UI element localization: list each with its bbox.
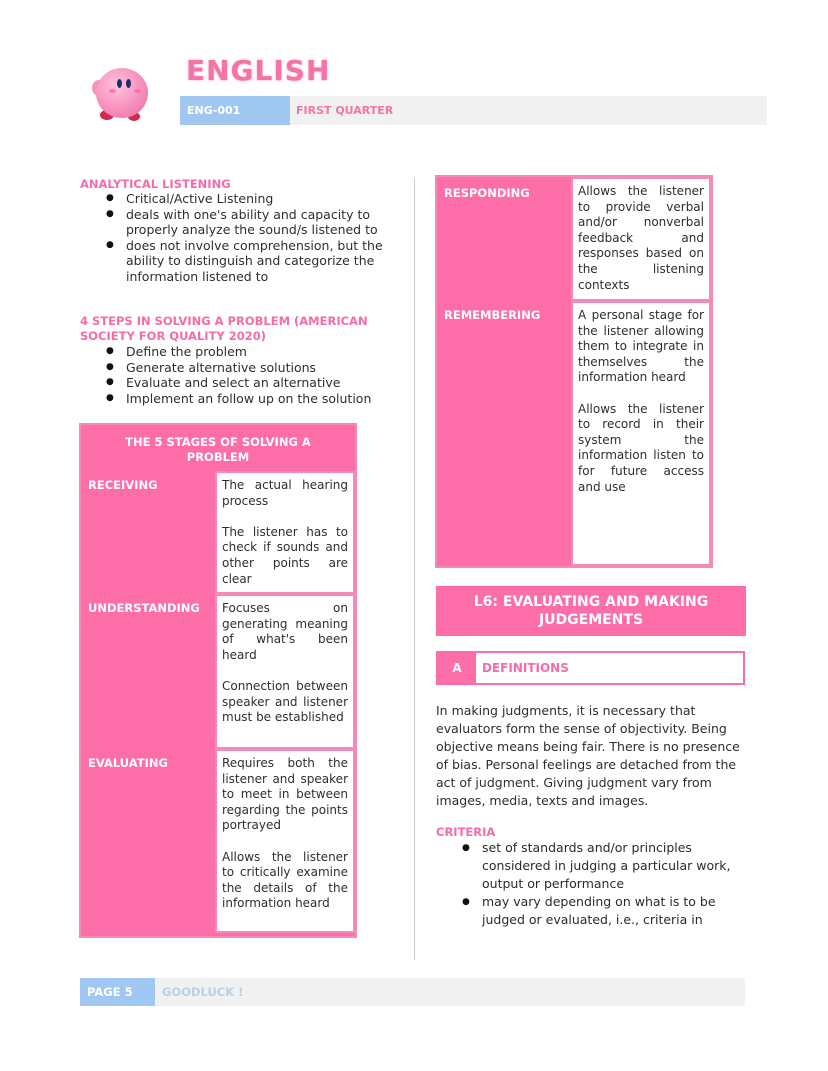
- stage-description: [571, 177, 711, 301]
- quarter-label: FIRST QUARTER: [296, 104, 394, 117]
- table-row: [437, 301, 711, 566]
- list-item: ● Evaluate and select an alternative: [106, 375, 410, 391]
- description-paragraph: Focuses on generating meaning of what's been heard: [222, 601, 348, 662]
- section-label: DEFINITIONS: [476, 653, 743, 683]
- definition-paragraph: In making judgments, it is necessary that evaluators form the sense of objectivity. Being objective means being fair. There is no presence of bias. Personal feelings are detached from the act of judgment. Giving judgment vary from images, media, texts and images.: [436, 703, 740, 808]
- description-paragraph: Allows the listener to critically examine the details of the information heard: [222, 849, 348, 911]
- list-item: ● does not involve comprehension, but the ability to distinguish and categorize the information listened to: [106, 238, 410, 285]
- description-paragraph: Allows the listener to record in their system the information listen to for future access and use: [578, 401, 704, 494]
- stage-label: RECEIVING: [88, 478, 158, 492]
- list-item: ● Define the problem: [106, 344, 410, 360]
- analytical-listening-section: [80, 177, 410, 285]
- criteria-section: [436, 825, 748, 929]
- footer-message: GOODLUCK !: [162, 985, 244, 999]
- stage-description: [215, 471, 355, 594]
- table-title: THE 5 STAGES OF SOLVING A PROBLEM: [125, 435, 311, 464]
- list-item: ● Critical/Active Listening: [106, 191, 410, 207]
- four-steps-section: [80, 314, 410, 406]
- list-item: ● Implement an follow up on the solution: [106, 391, 410, 407]
- section-letter: A: [452, 661, 462, 675]
- stage-description: [215, 594, 355, 749]
- description-paragraph: Requires both the listener and speaker to meet in between regarding the points portrayed: [222, 756, 348, 833]
- kirby-mascot-image: [90, 66, 152, 124]
- table-row: [81, 749, 355, 933]
- bullet-list: [80, 344, 410, 406]
- table-row: [81, 594, 355, 749]
- description-paragraph: A personal stage for the listener allowing them to integrate in themselves the information heard: [578, 308, 704, 385]
- table-row: [437, 177, 711, 301]
- description-paragraph: The actual hearing process: [222, 478, 348, 508]
- page-title: ENGLISH: [186, 54, 331, 87]
- section-heading: CRITERIA: [436, 825, 496, 839]
- description-paragraph: The listener has to check if sounds and other points are clear: [222, 524, 348, 586]
- description-paragraph: Allows the listener to provide verbal and/or nonverbal feedback and responses based on the listening contexts: [578, 184, 704, 292]
- section-heading: 4 STEPS IN SOLVING A PROBLEM (AMERICAN SOCIETY FOR QUALITY 2020): [80, 314, 368, 343]
- stage-label: UNDERSTANDING: [88, 601, 200, 615]
- bullet-list: [436, 839, 748, 929]
- description-paragraph: Connection between speaker and listener must be established: [222, 678, 348, 725]
- lesson-banner: L6: EVALUATING AND MAKING JUDGEMENTS: [436, 586, 746, 636]
- header-bar: [180, 96, 767, 125]
- page-number: PAGE 5: [80, 978, 155, 1006]
- column-divider: [414, 178, 415, 960]
- list-item: ● may vary depending on what is to be judged or evaluated, i.e., criteria in: [462, 893, 748, 929]
- stage-label: RESPONDING: [444, 186, 530, 200]
- list-item: ● Generate alternative solutions: [106, 360, 410, 376]
- stage-description: [571, 301, 711, 566]
- stage-description: [215, 749, 355, 933]
- stage-label: EVALUATING: [88, 756, 168, 770]
- list-item: ● set of standards and/or principles considered in judging a particular work, output or performance: [462, 839, 748, 893]
- footer-bar: [80, 978, 745, 1006]
- stages-table: [79, 423, 357, 938]
- section-heading: ANALYTICAL LISTENING: [80, 177, 231, 191]
- course-code: ENG-001: [180, 96, 290, 125]
- table-row: [81, 471, 355, 594]
- bullet-list: [80, 191, 410, 285]
- definitions-section-bar: [436, 651, 745, 685]
- stages-table-continued: [435, 175, 713, 568]
- stage-label: REMEMBERING: [444, 308, 541, 322]
- list-item: ● deals with one's ability and capacity to properly analyze the sound/s listened to: [106, 207, 410, 238]
